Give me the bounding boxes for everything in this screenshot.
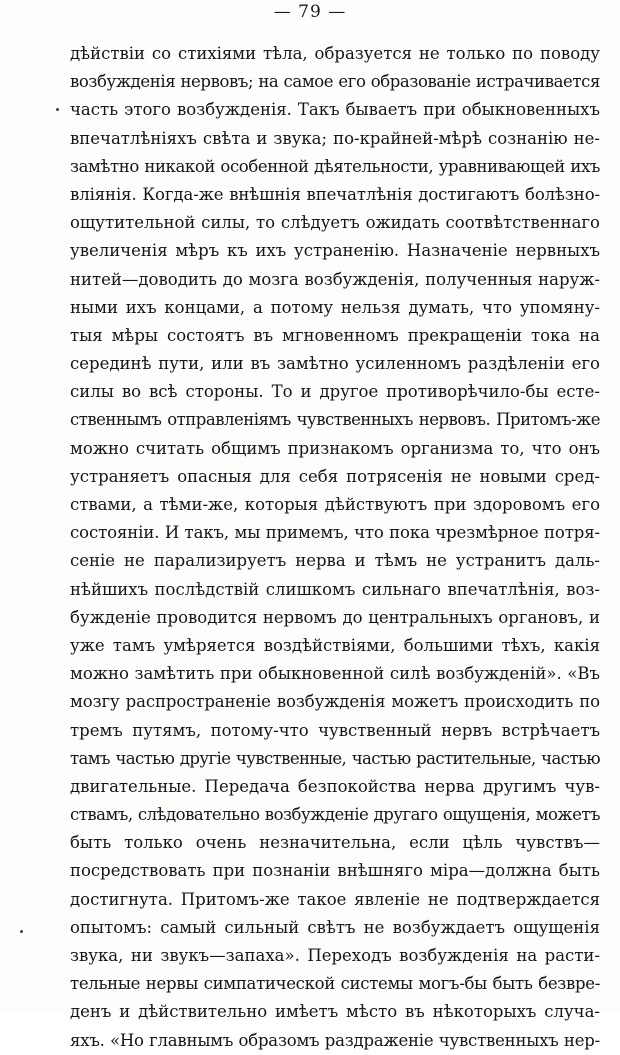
text-line: серединѣ пути, или въ замѣтно усиленномъ раздѣленіи его <box>70 354 600 374</box>
print-speck <box>56 108 59 111</box>
text-line: впечатлѣніяхъ свѣта и звука; по-крайней-мѣрѣ сознанію не- <box>70 128 600 148</box>
text-line: ствами, а тѣми-же, которыя дѣйствуютъ при здоровомъ его <box>70 495 600 514</box>
text-line: посредствовать при познаніи внѣшняго міра—должна быть <box>70 861 600 881</box>
text-line: сеніе не парализируетъ нерва и тѣмъ не устранитъ даль- <box>70 551 600 571</box>
text-line: бужденіе проводится нервомъ до центральныхъ органовъ, и <box>70 607 600 627</box>
text-line: уже тамъ умѣряется воздѣйствіями, большими тѣхъ, какія <box>70 635 600 655</box>
text-line: тремъ путямъ, потому-что чувственный нервъ встрѣчаетъ <box>70 720 600 740</box>
text-line: достигнута. Притомъ-же такое явленіе не подтверждается <box>70 889 600 909</box>
text-line: можно считать общимъ признакомъ организма то, что онъ <box>70 438 600 458</box>
text-line: часть этого возбужденія. Такъ бываетъ при обыкновенныхъ <box>70 100 600 120</box>
text-line: ощутительной силы, то слѣдуетъ ожидать соотвѣтственнаго <box>70 213 600 233</box>
text-line: денъ и дѣйствительно имѣетъ мѣсто въ нѣкоторыхъ случа- <box>70 1002 600 1022</box>
text-line: нѣйшихъ послѣдствій слишкомъ сильнаго впечатлѣнія, воз- <box>70 579 600 599</box>
text-line: вліянія. Когда-же внѣшнія впечатлѣнія достигаютъ болѣзно- <box>70 184 600 204</box>
text-line: нитей—доводить до мозга возбужденія, полученныя наруж- <box>70 269 600 289</box>
text-line: опытомъ: самый сильный свѣтъ не возбуждаетъ ощущенія <box>70 917 600 937</box>
text-line: тельные нервы симпатической системы могъ-бы быть безвре- <box>70 974 600 994</box>
text-line: двигательные. Передача безпокойства нерва другимъ чув- <box>70 776 600 796</box>
text-line: состояніи. И такъ, мы примемъ, что пока чрезмѣрное потря- <box>70 523 600 543</box>
text-line: ственнымъ отправленіямъ чувственныхъ нервовъ. Притомъ-же <box>70 410 600 430</box>
text-line: ствамъ, слѣдовательно возбужденіе другаго ощущенія, можетъ <box>70 805 600 825</box>
body-text <box>70 40 600 1055</box>
text-line: быть только очень незначительна, если цѣль чувствъ— <box>70 833 600 853</box>
text-line: тамъ частью другіе чувственные, частью растительные, частью <box>70 748 600 768</box>
page-number: — 79 — <box>273 2 347 22</box>
text-line: увеличенія мѣръ къ ихъ устраненію. Назначеніе нервныхъ <box>70 241 600 261</box>
text-line: силы во всѣ стороны. То и другое противорѣчило-бы есте- <box>70 382 600 402</box>
text-line: замѣтно никакой особенной дѣятельности, уравнивающей ихъ <box>70 156 600 176</box>
text-line: мозгу распространеніе возбужденія можетъ происходить по <box>70 692 600 712</box>
text-line: тыя мѣры состоятъ въ мгновенномъ прекращеніи тока на <box>70 325 600 345</box>
print-speck <box>20 930 23 933</box>
text-line: яхъ. «Но главнымъ образомъ раздраженіе чувственныхъ нер- <box>70 1030 600 1050</box>
text-line: возбужденія нервовъ; на самое его образованіе истрачивается <box>70 72 600 92</box>
text-line: можно замѣтить при обыкновенной силѣ возбужденій». «Въ <box>70 664 600 684</box>
text-line: звука, ни звукъ—запаха». Переходъ возбужденія на расти- <box>70 946 600 965</box>
text-line: устраняетъ опасныя для себя потрясенія не новыми сред- <box>70 466 600 486</box>
text-line: ными ихъ концами, а потому нельзя думать, что упомяну- <box>70 297 600 317</box>
text-line: дѣйствіи со стихіями тѣла, образуется не только по поводу <box>70 44 600 63</box>
